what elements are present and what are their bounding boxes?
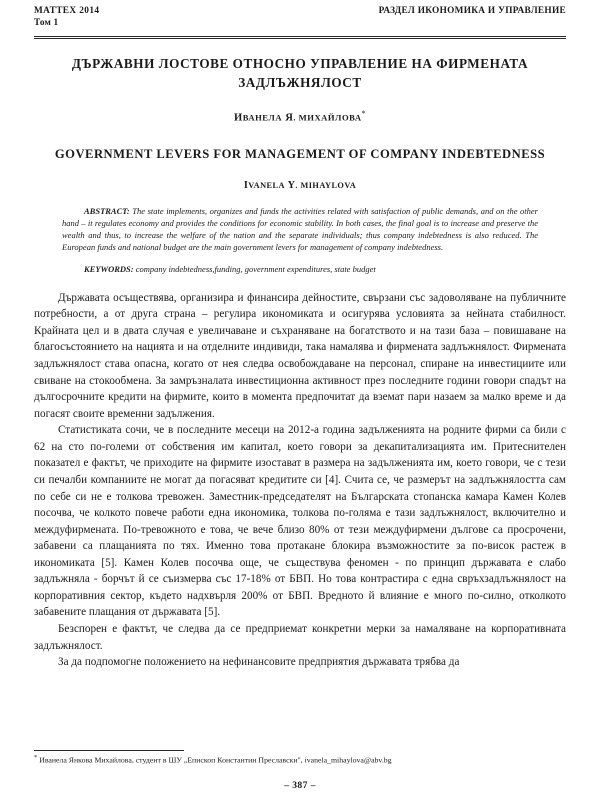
author-bg-first-rest: ВАНЕЛА xyxy=(242,112,283,123)
abstract-block xyxy=(62,205,538,253)
author-bg-last-rest: ИХАЙЛОВА xyxy=(307,112,362,123)
page-number: – 387 – xyxy=(284,780,316,791)
author-en-first-rest: VANELA xyxy=(248,180,285,190)
footnote-marker-author: * xyxy=(361,108,367,118)
keywords-text: company indebtedness,funding, government expenditures, state budget xyxy=(133,263,376,274)
footnote-body: Иванела Янкова Михайлова, студент в ШУ „Епископ Константин Преславски", ivanela_mihaylova@abv.bg xyxy=(37,755,392,765)
author-bg-initial-middle: Я xyxy=(285,112,294,124)
author-en-last-rest: IHAYLOVA xyxy=(308,180,357,190)
keywords-block xyxy=(62,264,538,276)
author-en-middle-rest: . M xyxy=(295,180,309,190)
body-text xyxy=(34,290,566,671)
footnote-marker: * xyxy=(34,753,38,761)
author-en-initial-middle: Y xyxy=(287,179,296,191)
running-header-left xyxy=(34,6,99,30)
footnote-area xyxy=(34,750,566,766)
author-name-en xyxy=(34,180,566,191)
author-bg-initial-first: И xyxy=(233,112,243,124)
page-title-bg: ДЪРЖАВНИ ЛОСТОВЕ ОТНОСНО УПРАВЛЕНИЕ НА ФИРМЕНАТА ЗАДЛЪЖНЯЛОСТ xyxy=(71,56,529,91)
body-paragraph: Статистиката сочи, че в последните месеци на 2012-а година задълженията на родните фирми са били с 62 на сто по-големи от собствения им капитал, което говори за декапитализацията им. Притеснителен показател е фактът, че приходите на фирмите изостават в размера на задълженията им, което говори, че с тези си печалби компаниите не могат да погасяват кредитите си [4]. Счита се, че размерът на задлъжнялостта сам по себе си не е толкова тревожен. Заместник-председателят на Българската стопанска камара Камен Колев посочва, че колкото повече работи една икономика, толкова по-голяма е тази задлъжнялост, включително и междуфирмената. По-тревожното е това, че вече близо 80% от тези междуфирмени дългове са просрочени, забавени са плащанията по тях. Именно това протакане блокира възможностите за по-висок растеж в икономиката [5]. Камен Колев посочва още, че съществува феномен - по принцип държавата е слабо задлъжняла - борчът й се съизмерва със 17-18% от БВП. Но това контрастира с една свръхзадлъжнялост на корпоративния сектор, където надхвърля 200% от БВП. Вредното й влияние е много по-силно, отколкото забавените плащания от държавата [5]. xyxy=(34,424,566,619)
author-bg-middle-rest: . М xyxy=(293,112,308,123)
abstract-text: The state implements, organizes and funds the activities related with satisfaction of public demands, and on the other hand – it regulates economy and provides the conditions for economic stability. In both cases, the final goal is to increase and preserve the wealth and thus, to increase the welfare of the nation and the separate individuals; thus company indebtedness is also reduced. The European funds and national budget are the main government levers for management of company indebtedness. xyxy=(62,205,538,252)
author-en-initial-first: I xyxy=(243,179,249,191)
body-paragraph: Безспорен е фактът, че следва да се предприемат конкретни мерки за намаляване на корпоративната задлъжнялост. xyxy=(34,623,566,652)
body-paragraph: За да подпомогне положението на нефинансовите предприятия държавата трябва да xyxy=(58,656,460,669)
body-paragraph: Държавата осъществява, организира и финансира дейностите, свързани със задоволяване на публичните потребности, а от друга страна – регулира икономиката и осигурява условията за нейната стабилност. Крайната цел и в двата случая е увеличаване и съхраняване на богатството и на тази база – повишаване на благосъстоянието на нацията и на отделните индивиди, така намалява и фирмената задлъжнялост. Фирмената задлъжнялост става опасна, когато от нея следва освобождаване на персонал, спиране на инвестициите или свиване на стокообмена. За замръзналата инвестиционна активност през последните години говори спадът на дългосрочните кредити на фирмите, които в момента предпочитат да вземат пари назаем за малко време и да погасят своите временни задължения. xyxy=(34,291,566,420)
header-divider xyxy=(34,36,566,40)
footnote-divider xyxy=(34,750,184,751)
author-name-bg xyxy=(34,109,566,124)
volume-label: Том 1 xyxy=(34,17,59,28)
footnote-text xyxy=(34,754,566,766)
running-header-section: РАЗДЕЛ ИКОНОМИКА И УПРАВЛЕНИЕ xyxy=(378,6,566,16)
page-title-en: GOVERNMENT LEVERS FOR MANAGEMENT OF COMPANY INDEBTEDNESS xyxy=(54,147,546,162)
abstract-label: ABSTRACT: xyxy=(84,205,130,216)
keywords-label: KEYWORDS: xyxy=(84,263,134,274)
running-header xyxy=(34,6,566,30)
abstract-paragraph xyxy=(62,205,538,253)
journal-name: MATTEX 2014 xyxy=(34,6,100,16)
